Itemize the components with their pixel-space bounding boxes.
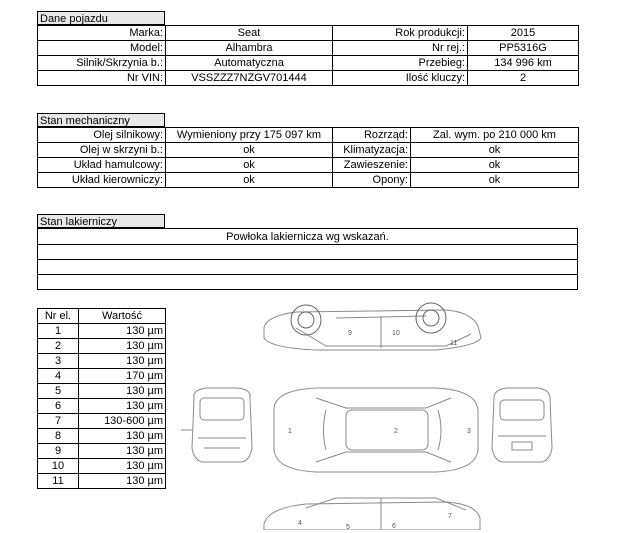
mechanical-row — [38, 158, 579, 173]
thickness-value: 130 µm — [79, 324, 166, 339]
mechanical-value: Zal. wym. po 210 000 km — [411, 128, 579, 143]
thickness-value: 170 µm — [79, 369, 166, 384]
thickness-row — [38, 414, 166, 429]
thickness-row — [38, 474, 166, 489]
thickness-row — [38, 369, 166, 384]
vehicle-label: Model: — [38, 41, 166, 56]
mechanical-label: Olej w skrzyni b.: — [38, 143, 166, 158]
diagram-element-label: 2 — [394, 428, 398, 435]
paint-note: Powłoka lakiernicza wg wskazań. — [38, 229, 578, 245]
thickness-row — [38, 384, 166, 399]
mechanical-value: ok — [411, 173, 579, 188]
vehicle-label: Przebieg: — [333, 56, 468, 71]
thickness-row — [38, 459, 166, 474]
vehicle-label: Nr VIN: — [38, 71, 166, 86]
thickness-value: 130 µm — [79, 429, 166, 444]
diagram-element-label: 3 — [467, 428, 471, 435]
paint-empty-row — [38, 260, 578, 275]
vehicle-value: Seat — [166, 26, 333, 41]
vehicle-value: 2 — [468, 71, 579, 86]
thickness-element-nr: 7 — [38, 414, 79, 429]
car-outline-svg — [176, 298, 576, 530]
diagram-element-label: 7 — [448, 513, 452, 520]
diagram-element-label: 9 — [348, 330, 352, 337]
paint-empty-cell — [38, 260, 578, 275]
car-front-view — [181, 388, 252, 462]
thickness-element-nr: 6 — [38, 399, 79, 414]
mechanical-value: ok — [166, 158, 333, 173]
mechanical-label: Układ kierowniczy: — [38, 173, 166, 188]
vehicle-row — [38, 41, 579, 56]
mechanical-label: Opony: — [333, 173, 411, 188]
thickness-row — [38, 399, 166, 414]
diagram-element-label: 1 — [288, 428, 292, 435]
mechanical-section-header: Stan mechaniczny — [37, 113, 165, 127]
paint-table — [37, 228, 578, 290]
diagram-element-label: 11 — [450, 340, 458, 347]
diagram-element-label: 4 — [298, 520, 302, 527]
thickness-row — [38, 444, 166, 459]
vehicle-value: Automatyczna — [166, 56, 333, 71]
car-top-view — [274, 388, 478, 472]
mechanical-label: Układ hamulcowy: — [38, 158, 166, 173]
mechanical-row — [38, 173, 579, 188]
thickness-row — [38, 339, 166, 354]
thickness-value: 130 µm — [79, 399, 166, 414]
thickness-value: 130 µm — [79, 384, 166, 399]
vehicle-row — [38, 26, 579, 41]
vehicle-value: 134 996 km — [468, 56, 579, 71]
vehicle-label: Silnik/Skrzynia b.: — [38, 56, 166, 71]
thickness-element-nr: 2 — [38, 339, 79, 354]
thickness-value: 130 µm — [79, 444, 166, 459]
mechanical-label: Olej silnikowy: — [38, 128, 166, 143]
thickness-value: 130 µm — [79, 459, 166, 474]
paint-empty-cell — [38, 245, 578, 260]
vehicle-value: 2015 — [468, 26, 579, 41]
thickness-value: 130 µm — [79, 354, 166, 369]
paint-note-row — [38, 229, 578, 245]
thickness-col-nr: Nr el. — [38, 309, 79, 324]
mechanical-value: ok — [411, 143, 579, 158]
thickness-row — [38, 324, 166, 339]
vehicle-label: Ilość kluczy: — [333, 71, 468, 86]
thickness-element-nr: 11 — [38, 474, 79, 489]
mechanical-label: Rozrząd: — [333, 128, 411, 143]
vehicle-section-header: Dane pojazdu — [37, 11, 165, 25]
thickness-col-value: Wartość — [79, 309, 166, 324]
mechanical-row — [38, 143, 579, 158]
vehicle-label: Nr rej.: — [333, 41, 468, 56]
thickness-element-nr: 10 — [38, 459, 79, 474]
mechanical-value: ok — [411, 158, 579, 173]
mechanical-value: Wymieniony przy 175 097 km — [166, 128, 333, 143]
thickness-element-nr: 1 — [38, 324, 79, 339]
thickness-value: 130 µm — [79, 474, 166, 489]
car-rear-view — [492, 388, 552, 462]
thickness-row — [38, 354, 166, 369]
thickness-element-nr: 3 — [38, 354, 79, 369]
thickness-header-row — [38, 309, 166, 324]
vehicle-label: Marka: — [38, 26, 166, 41]
thickness-element-nr: 5 — [38, 384, 79, 399]
thickness-value: 130 µm — [79, 339, 166, 354]
thickness-element-nr: 4 — [38, 369, 79, 384]
mechanical-label: Zawieszenie: — [333, 158, 411, 173]
vehicle-row — [38, 56, 579, 71]
mechanical-value: ok — [166, 143, 333, 158]
vehicle-value: VSSZZZ7NZGV701444 — [166, 71, 333, 86]
thickness-table — [37, 308, 166, 489]
mechanical-value: ok — [166, 173, 333, 188]
diagram-element-label: 6 — [392, 523, 396, 530]
mechanical-label: Klimatyzacja: — [333, 143, 411, 158]
thickness-row — [38, 429, 166, 444]
vehicle-value: PP5316G — [468, 41, 579, 56]
paint-empty-row — [38, 245, 578, 260]
vehicle-row — [38, 71, 579, 86]
car-damage-diagram — [176, 298, 576, 530]
mechanical-row — [38, 128, 579, 143]
car-side-top-view — [264, 303, 481, 350]
paint-empty-row — [38, 275, 578, 290]
paint-section-header: Stan lakierniczy — [37, 214, 165, 228]
thickness-value: 130-600 µm — [79, 414, 166, 429]
paint-empty-cell — [38, 275, 578, 290]
diagram-element-label: 5 — [346, 524, 350, 531]
diagram-element-label: 10 — [392, 330, 400, 337]
vehicle-value: Alhambra — [166, 41, 333, 56]
mechanical-table — [37, 127, 579, 188]
thickness-element-nr: 9 — [38, 444, 79, 459]
vehicle-table — [37, 25, 579, 86]
vehicle-label: Rok produkcji: — [333, 26, 468, 41]
thickness-element-nr: 8 — [38, 429, 79, 444]
